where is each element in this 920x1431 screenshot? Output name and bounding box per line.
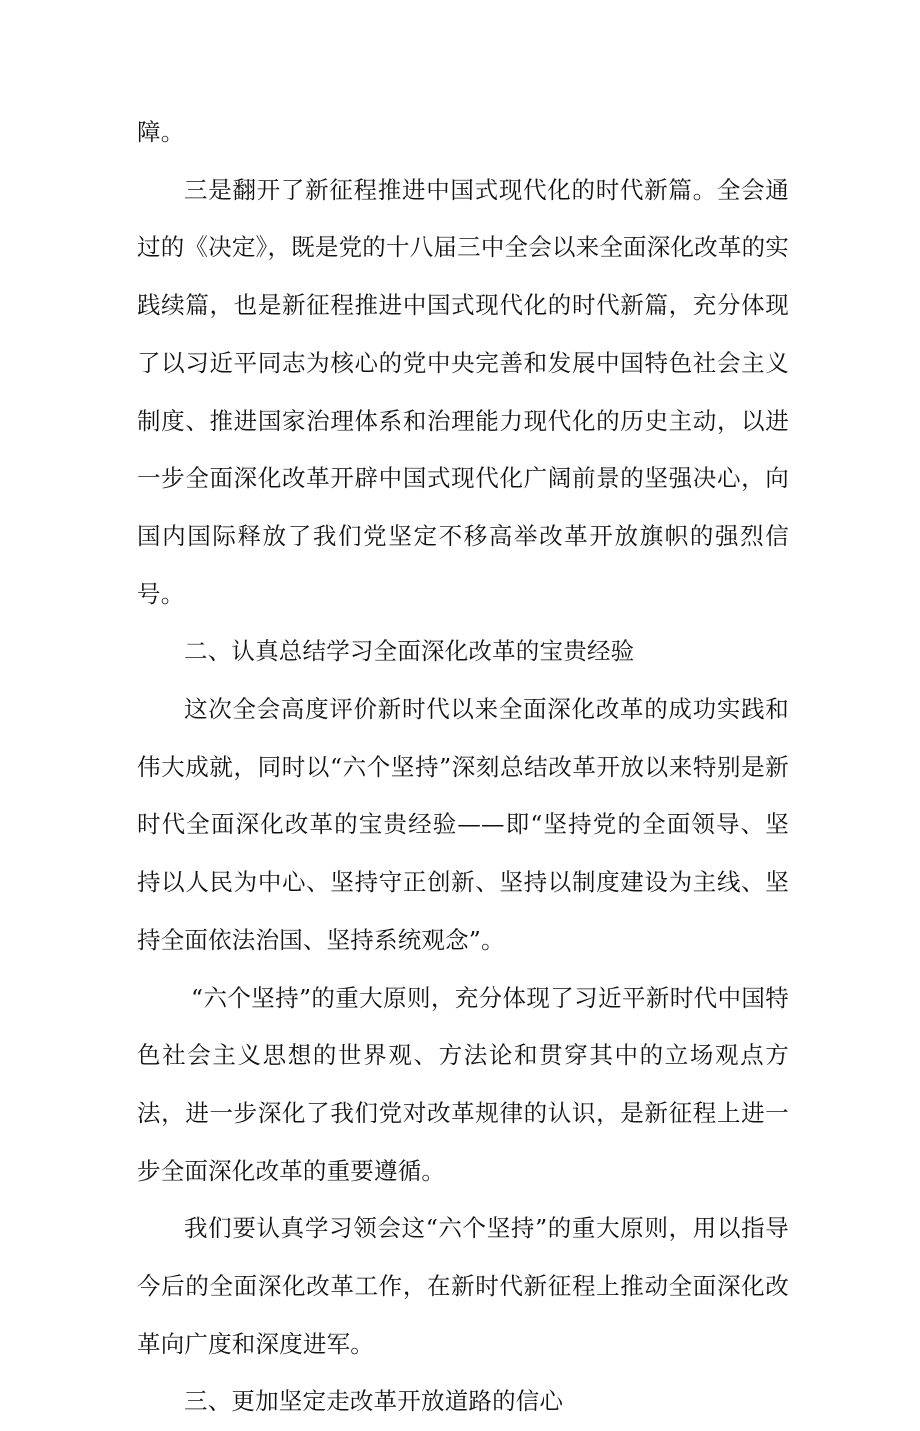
section-heading-three: 三、更加坚定走改革开放道路的信心 xyxy=(184,1387,564,1416)
body-paragraph-six-persistences: “六个坚持”的重大原则，充分体现了习近平新时代中国特色社会主义思想的世界观、方法论和贯穿其中的立场观点方法，进一步深化了我们党对改革规律的认识，是新征程上进一步全面深化改革的重要遵循。 xyxy=(137,983,789,1185)
document-body xyxy=(137,104,789,1431)
body-paragraph-plenary: 这次全会高度评价新时代以来全面深化改革的成功实践和伟大成就，同时以“六个坚持”深刻总结改革开放以来特别是新时代全面深化改革的宝贵经验——即“坚持党的全面领导、坚持以人民为中心、坚持守正创新、坚持以制度建设为主线、坚持全面依法治国、坚持系统观念”。 xyxy=(137,695,789,954)
continuation-paragraph: 障。 xyxy=(137,118,185,146)
body-paragraph-study: 我们要认真学习领会这“六个坚持”的重大原则，用以指导今后的全面深化改革工作，在新时代新征程上推动全面深化改革向广度和深度进军。 xyxy=(137,1214,789,1358)
section-heading-two: 二、认真总结学习全面深化改革的宝贵经验 xyxy=(184,637,635,666)
body-paragraph-third-point: 三是翻开了新征程推进中国式现代化的时代新篇。全会通过的《决定》，既是党的十八届三中全会以来全面深化改革的实践续篇，也是新征程推进中国式现代化的时代新篇，充分体现了以习近平同志为核心的党中央完善和发展中国特色社会主义制度、推进国家治理体系和治理能力现代化的历史主动，以进一步全面深化改革开辟中国式现代化广阔前景的坚强决心，向国内国际释放了我们党坚定不移高举改革开放旗帜的强烈信号。 xyxy=(137,175,789,608)
